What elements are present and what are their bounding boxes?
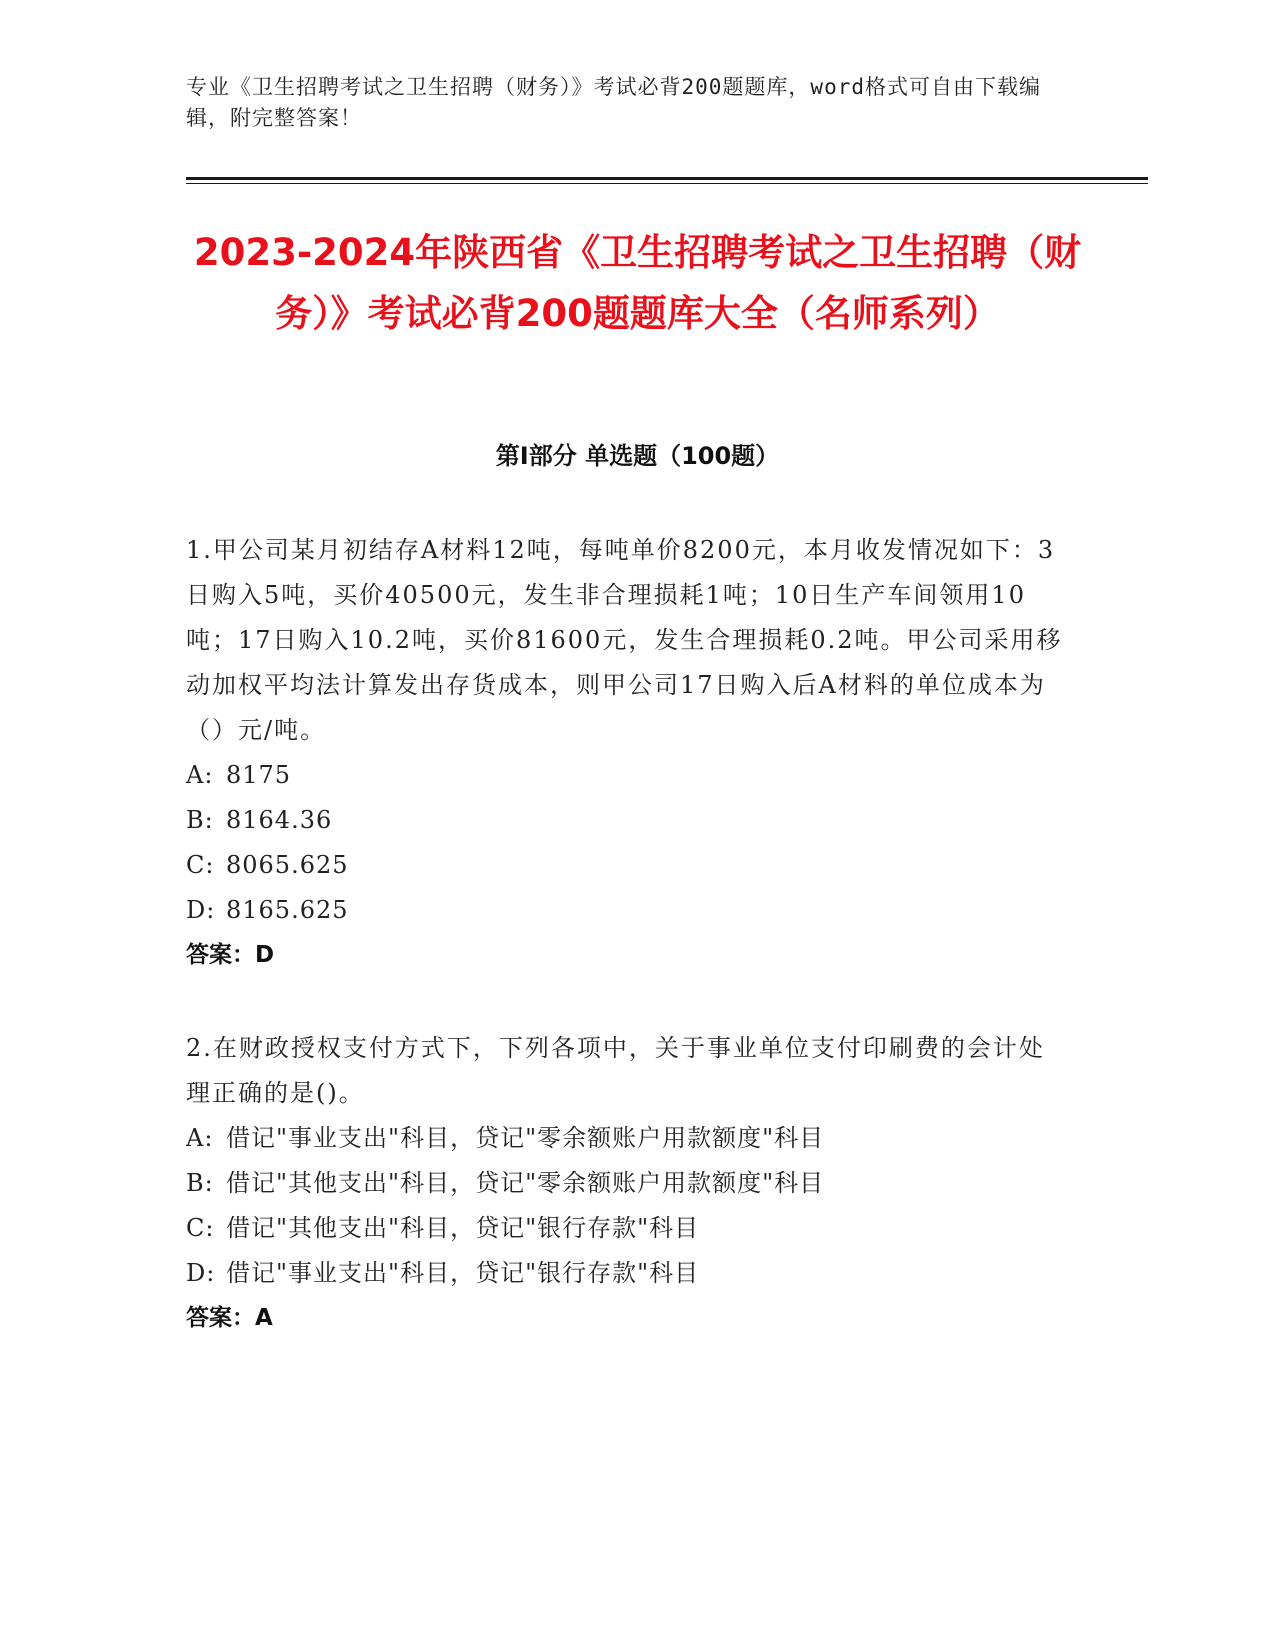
question-1 (186, 528, 1066, 978)
option-text: 借记"事业支出"科目，贷记"零余额账户用款额度"科目 (226, 1124, 825, 1152)
option-key: B: (186, 1169, 214, 1197)
option-key: C: (186, 851, 215, 879)
option-key: A: (186, 761, 214, 789)
option-key: D: (186, 896, 216, 924)
option-a (186, 753, 1066, 798)
option-text: 借记"其他支出"科目，贷记"零余额账户用款额度"科目 (226, 1169, 825, 1197)
option-text: 借记"其他支出"科目，贷记"银行存款"科目 (226, 1214, 700, 1242)
option-key: B: (186, 806, 214, 834)
header-divider-thin (186, 183, 1148, 184)
document-title: 2023-2024年陕西省《卫生招聘考试之卫生招聘（财务）》考试必背200题题库大全（名师系列） (193, 231, 1082, 335)
header-note: 专业《卫生招聘考试之卫生招聘（财务）》考试必背200题题库，word格式可自由下载编辑，附完整答案！ (186, 75, 1041, 130)
section-heading: 第Ⅰ部分 单选题（100题） (495, 442, 780, 470)
option-key: A: (186, 1124, 214, 1152)
option-text: 8175 (226, 761, 292, 789)
option-d (186, 1251, 1066, 1296)
question-2 (186, 1026, 1066, 1341)
option-b (186, 1161, 1066, 1206)
header-divider-thick (186, 177, 1148, 180)
option-key: C: (186, 1214, 215, 1242)
answer-line: 答案：D (186, 942, 275, 968)
question-stem: 1.甲公司某月初结存A材料12吨，每吨单价8200元，本月收发情况如下：3日购入5吨，买价40500元，发生非合理损耗1吨；10日生产车间领用10吨；17日购入10.2吨，买价81600元，发生合理损耗0.2吨。甲公司采用移动加权平均法计算发出存货成本，则甲公司17日购入后A材料的单位成本为（）元/吨。 (186, 536, 1063, 744)
option-text: 8165.625 (226, 896, 349, 924)
option-a (186, 1116, 1066, 1161)
option-key: D: (186, 1259, 216, 1287)
option-b (186, 798, 1066, 843)
answer-line: 答案：A (186, 1305, 273, 1331)
option-text: 借记"事业支出"科目，贷记"银行存款"科目 (226, 1259, 700, 1287)
option-text: 8065.625 (226, 851, 349, 879)
option-text: 8164.36 (226, 806, 333, 834)
question-stem: 2.在财政授权支付方式下，下列各项中，关于事业单位支付印刷费的会计处理正确的是()。 (186, 1034, 1045, 1107)
option-c (186, 1206, 1066, 1251)
option-c (186, 843, 1066, 888)
option-d (186, 888, 1066, 933)
